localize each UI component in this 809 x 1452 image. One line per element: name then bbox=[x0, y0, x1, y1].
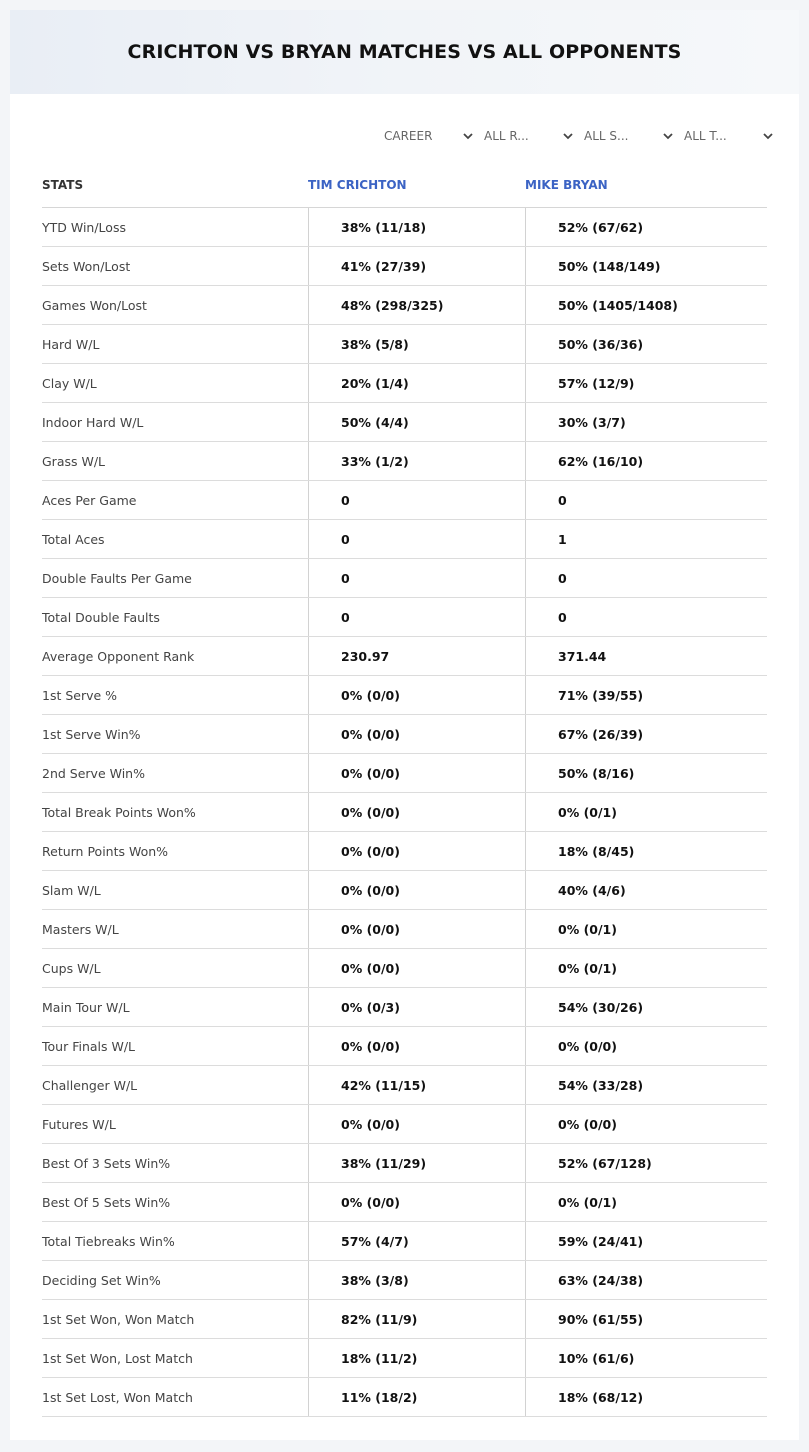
table-row bbox=[42, 208, 767, 247]
player1-value: 0% (0/0) bbox=[308, 793, 525, 831]
player2-value: 0 bbox=[525, 598, 767, 636]
stat-label: 1st Set Won, Lost Match bbox=[42, 1350, 193, 1366]
stat-label: Clay W/L bbox=[42, 375, 97, 391]
table-row bbox=[42, 1066, 767, 1105]
stat-label: 1st Serve Win% bbox=[42, 726, 141, 742]
player1-value: 0% (0/0) bbox=[308, 949, 525, 987]
player1-value: 0 bbox=[308, 481, 525, 519]
filter-tournament-select[interactable] bbox=[682, 125, 782, 147]
player1-value: 230.97 bbox=[308, 637, 525, 675]
player2-value: 52% (67/128) bbox=[525, 1144, 767, 1182]
table-row bbox=[42, 1300, 767, 1339]
player1-value: 57% (4/7) bbox=[308, 1222, 525, 1260]
table-row bbox=[42, 871, 767, 910]
table-row bbox=[42, 988, 767, 1027]
stat-label: Tour Finals W/L bbox=[42, 1038, 136, 1054]
player2-value: 54% (30/26) bbox=[525, 988, 767, 1026]
chevron-down-icon bbox=[662, 130, 674, 142]
stat-label: Average Opponent Rank bbox=[42, 648, 195, 664]
player2-value: 1 bbox=[525, 520, 767, 558]
player1-value: 42% (11/15) bbox=[308, 1066, 525, 1104]
player1-value: 33% (1/2) bbox=[308, 442, 525, 480]
table-row bbox=[42, 1105, 767, 1144]
table-row bbox=[42, 286, 767, 325]
table-row bbox=[42, 715, 767, 754]
player1-value: 38% (11/18) bbox=[308, 208, 525, 246]
filter-label: ALL T... bbox=[684, 129, 727, 143]
stat-label: Futures W/L bbox=[42, 1116, 116, 1132]
stat-label: Games Won/Lost bbox=[42, 297, 147, 313]
player2-value: 63% (24/38) bbox=[525, 1261, 767, 1299]
player2-value: 0% (0/0) bbox=[525, 1027, 767, 1065]
table-row bbox=[42, 559, 767, 598]
stat-label: 2nd Serve Win% bbox=[42, 765, 145, 781]
player1-value: 0% (0/0) bbox=[308, 1027, 525, 1065]
table-row bbox=[42, 442, 767, 481]
filter-period-select[interactable] bbox=[382, 125, 482, 147]
player2-value: 18% (68/12) bbox=[525, 1378, 767, 1416]
player2-value: 57% (12/9) bbox=[525, 364, 767, 402]
table-row bbox=[42, 949, 767, 988]
table-row bbox=[42, 1222, 767, 1261]
player1-value: 0% (0/3) bbox=[308, 988, 525, 1026]
stat-label: Grass W/L bbox=[42, 453, 106, 469]
player2-value: 54% (33/28) bbox=[525, 1066, 767, 1104]
table-row bbox=[42, 910, 767, 949]
player1-link[interactable]: TIM CRICHTON bbox=[308, 177, 407, 192]
player1-value: 38% (5/8) bbox=[308, 325, 525, 363]
table-row bbox=[42, 1339, 767, 1378]
table-row bbox=[42, 598, 767, 637]
table-row bbox=[42, 325, 767, 364]
player2-value: 0% (0/0) bbox=[525, 1105, 767, 1143]
stat-label: Main Tour W/L bbox=[42, 999, 130, 1015]
table-row bbox=[42, 247, 767, 286]
player2-value: 50% (1405/1408) bbox=[525, 286, 767, 324]
stats-table bbox=[42, 162, 767, 1417]
stat-label: Masters W/L bbox=[42, 921, 119, 937]
stat-label: 1st Serve % bbox=[42, 687, 118, 703]
chevron-down-icon bbox=[462, 130, 474, 142]
player2-value: 40% (4/6) bbox=[525, 871, 767, 909]
table-row bbox=[42, 481, 767, 520]
stats-column-header: STATS bbox=[42, 177, 84, 192]
table-row bbox=[42, 637, 767, 676]
stat-label: Total Tiebreaks Win% bbox=[42, 1233, 175, 1249]
player2-link[interactable]: MIKE BRYAN bbox=[525, 177, 608, 192]
filter-bar bbox=[382, 125, 782, 147]
stat-label: Sets Won/Lost bbox=[42, 258, 131, 274]
player1-value: 0% (0/0) bbox=[308, 871, 525, 909]
stat-label: Return Points Won% bbox=[42, 843, 169, 859]
stat-label: 1st Set Lost, Won Match bbox=[42, 1389, 193, 1405]
player2-value: 10% (61/6) bbox=[525, 1339, 767, 1377]
player2-value: 18% (8/45) bbox=[525, 832, 767, 870]
player1-value: 0% (0/0) bbox=[308, 676, 525, 714]
player2-value: 0% (0/1) bbox=[525, 949, 767, 987]
stat-label: Total Aces bbox=[42, 531, 105, 547]
player2-value: 0 bbox=[525, 559, 767, 597]
player2-value: 0% (0/1) bbox=[525, 793, 767, 831]
player1-value: 0% (0/0) bbox=[308, 1105, 525, 1143]
table-row bbox=[42, 793, 767, 832]
table-row bbox=[42, 1144, 767, 1183]
stat-label: YTD Win/Loss bbox=[42, 219, 126, 235]
table-row bbox=[42, 832, 767, 871]
player1-value: 48% (298/325) bbox=[308, 286, 525, 324]
player1-value: 38% (11/29) bbox=[308, 1144, 525, 1182]
player2-value: 0% (0/1) bbox=[525, 910, 767, 948]
stat-label: Aces Per Game bbox=[42, 492, 137, 508]
player1-value: 0% (0/0) bbox=[308, 832, 525, 870]
player1-value: 0 bbox=[308, 520, 525, 558]
player1-value: 18% (11/2) bbox=[308, 1339, 525, 1377]
player1-value: 0 bbox=[308, 598, 525, 636]
stats-card bbox=[10, 10, 799, 1440]
stat-label: Indoor Hard W/L bbox=[42, 414, 144, 430]
table-row bbox=[42, 1027, 767, 1066]
filter-round-select[interactable] bbox=[482, 125, 582, 147]
table-row bbox=[42, 676, 767, 715]
card-header bbox=[10, 10, 799, 94]
player1-value: 0% (0/0) bbox=[308, 1183, 525, 1221]
table-row bbox=[42, 1261, 767, 1300]
stat-label: Deciding Set Win% bbox=[42, 1272, 161, 1288]
filter-label: CAREER bbox=[384, 129, 433, 143]
player1-value: 38% (3/8) bbox=[308, 1261, 525, 1299]
player2-value: 59% (24/41) bbox=[525, 1222, 767, 1260]
player2-value: 71% (39/55) bbox=[525, 676, 767, 714]
player2-value: 50% (8/16) bbox=[525, 754, 767, 792]
player1-value: 50% (4/4) bbox=[308, 403, 525, 441]
table-header bbox=[42, 162, 767, 208]
table-row bbox=[42, 1378, 767, 1417]
player2-value: 90% (61/55) bbox=[525, 1300, 767, 1338]
table-row bbox=[42, 754, 767, 793]
player1-value: 0% (0/0) bbox=[308, 754, 525, 792]
table-row bbox=[42, 403, 767, 442]
filter-surface-select[interactable] bbox=[582, 125, 682, 147]
table-row bbox=[42, 1183, 767, 1222]
stat-label: Best Of 3 Sets Win% bbox=[42, 1155, 171, 1171]
player1-value: 0 bbox=[308, 559, 525, 597]
player1-value: 82% (11/9) bbox=[308, 1300, 525, 1338]
stat-label: Hard W/L bbox=[42, 336, 100, 352]
player2-value: 67% (26/39) bbox=[525, 715, 767, 753]
player2-value: 30% (3/7) bbox=[525, 403, 767, 441]
stat-label: Challenger W/L bbox=[42, 1077, 138, 1093]
chevron-down-icon bbox=[762, 130, 774, 142]
stat-label: Best Of 5 Sets Win% bbox=[42, 1194, 171, 1210]
stat-label: Slam W/L bbox=[42, 882, 101, 898]
player1-value: 20% (1/4) bbox=[308, 364, 525, 402]
player1-value: 41% (27/39) bbox=[308, 247, 525, 285]
player2-value: 371.44 bbox=[525, 637, 767, 675]
player1-value: 0% (0/0) bbox=[308, 910, 525, 948]
player1-value: 0% (0/0) bbox=[308, 715, 525, 753]
stat-label: 1st Set Won, Won Match bbox=[42, 1311, 195, 1327]
player2-value: 52% (67/62) bbox=[525, 208, 767, 246]
table-row bbox=[42, 520, 767, 559]
stat-label: Cups W/L bbox=[42, 960, 101, 976]
table-row bbox=[42, 364, 767, 403]
filter-label: ALL S... bbox=[584, 129, 629, 143]
player2-value: 0% (0/1) bbox=[525, 1183, 767, 1221]
player2-value: 50% (148/149) bbox=[525, 247, 767, 285]
player1-value: 11% (18/2) bbox=[308, 1378, 525, 1416]
stat-label: Total Break Points Won% bbox=[42, 804, 196, 820]
table-body bbox=[42, 208, 767, 1417]
chevron-down-icon bbox=[562, 130, 574, 142]
stat-label: Double Faults Per Game bbox=[42, 570, 192, 586]
filter-label: ALL R... bbox=[484, 129, 529, 143]
player2-value: 62% (16/10) bbox=[525, 442, 767, 480]
player2-value: 0 bbox=[525, 481, 767, 519]
stat-label: Total Double Faults bbox=[42, 609, 160, 625]
player2-value: 50% (36/36) bbox=[525, 325, 767, 363]
page-title: CRICHTON VS BRYAN MATCHES VS ALL OPPONENTS bbox=[127, 41, 682, 63]
